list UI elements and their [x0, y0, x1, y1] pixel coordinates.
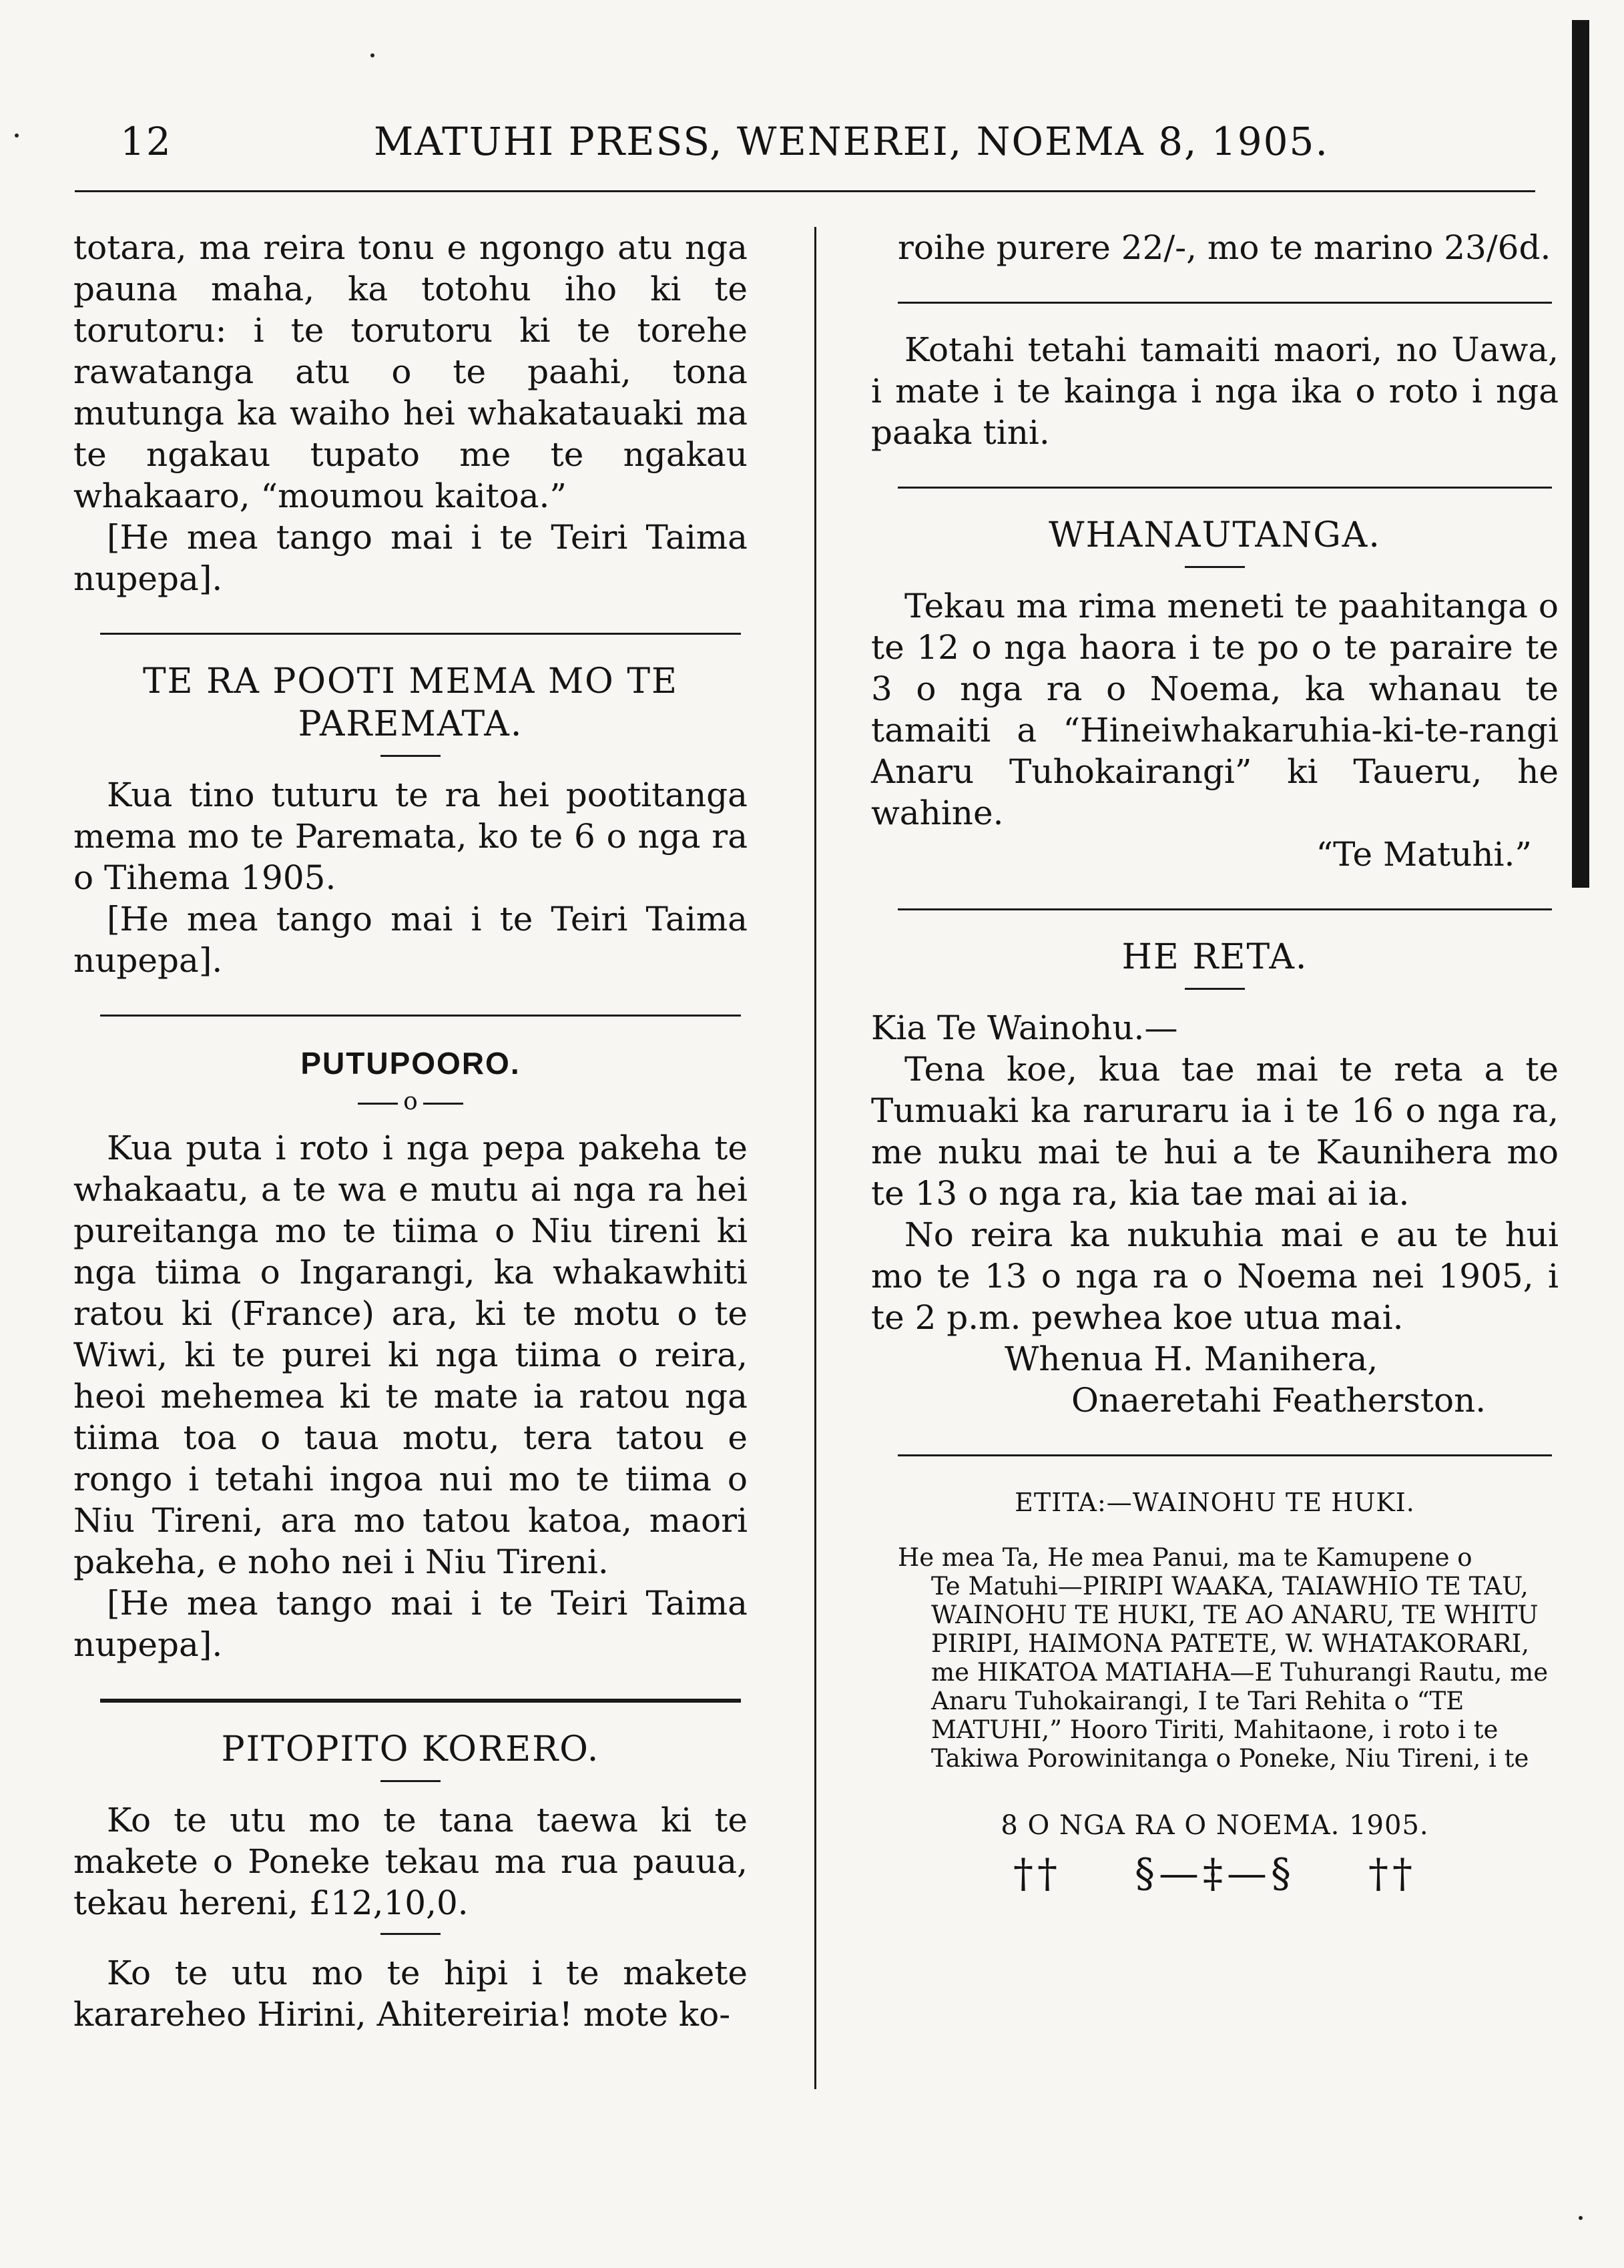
putupooro-heading: PUTUPOORO.	[300, 1046, 521, 1081]
letter-signature-title: Onaeretahi Featherston.	[1071, 1381, 1486, 1420]
paper-speck	[370, 53, 374, 57]
paper-speck	[15, 133, 19, 137]
imprint-dateline: 8 O NGA RA O NOEMA. 1905.	[1001, 1810, 1429, 1841]
dagger-ornament-left: ††	[1013, 1850, 1061, 1897]
masthead-title: MATUHI PRESS, WENEREI, NOEMA 8, 1905.	[374, 119, 1329, 164]
heading-dash	[380, 1780, 441, 1782]
imprint-line-1: He mea Ta, He mea Panui, ma te Kamupene o	[898, 1543, 1472, 1572]
imprint-text	[871, 1543, 1559, 1773]
right-column	[871, 227, 1559, 1897]
page-edge-shadow	[1572, 20, 1589, 888]
imprint-block	[871, 1543, 1559, 1773]
dagger-ornament-right: ††	[1368, 1850, 1416, 1897]
heading-dash	[1185, 988, 1245, 990]
intro-paragraph: totara, ma reira tonu e ngongo atu nga pauna maha, ka totohu iho ki te torutoru: i te torutoru ki te torehe rawatanga atu o te paahi, tona mutunga ka waiho hei whakatauaki ma te ngakau tupato me te ngakau whakaaro, “moumou kaitoa.”	[73, 228, 748, 515]
section-rule	[898, 908, 1552, 910]
paper-speck	[1579, 2216, 1583, 2220]
heading-dash	[1185, 566, 1245, 568]
editor-line: ETITA:—WAINOHU TE HUKI.	[1015, 1488, 1415, 1517]
section-rule	[898, 302, 1552, 304]
pooti-source: [He mea tango mai i te Teiri Taima nupepa].	[73, 900, 748, 980]
letter-salutation: Kia Te Wainohu.—	[871, 1009, 1178, 1047]
page-header	[73, 119, 1542, 172]
whanautanga-heading: WHANAUTANGA.	[1049, 515, 1381, 555]
item-dash	[380, 1933, 441, 1935]
intro-source: [He mea tango mai i te Teiri Taima nupepa].	[73, 518, 748, 598]
section-rule	[898, 487, 1552, 489]
ornament-line	[73, 1089, 748, 1115]
left-column	[73, 227, 748, 2035]
section-rule	[100, 633, 741, 635]
column-divider	[814, 227, 816, 2089]
pitopito-heading: PITOPITO KORERO.	[221, 1729, 600, 1769]
whanautanga-body: Tekau ma rima meneti te paahitanga o te 12 o nga haora i te po o te paraire te 3 o nga ra o Noema, ka whanau te tamaiti a “Hineiwhakaruhia-ki-te-rangi Anaru Tuhokairangi” ki Taueru, he wahine.	[871, 587, 1559, 832]
ornament-glyph: o	[403, 1088, 418, 1115]
page-number: 12	[120, 119, 172, 164]
section-rule-thick	[100, 1699, 741, 1703]
pooti-heading: TE RA POOTI MEMA MO TE PAREMATA.	[143, 661, 678, 744]
kotahi-paragraph: Kotahi tetahi tamaiti maori, no Uawa, i mate i te kainga i nga ika o roto i nga paaka tini.	[871, 330, 1559, 452]
printer-ornaments	[871, 1850, 1559, 1897]
putupooro-body: Kua puta i roto i nga pepa pakeha te whakaatu, a te wa e mutu ai nga ra hei pureitanga mo te tiima o Niu tireni ki nga tiima o Ingarangi, ka whakawhiti ratou ki (France) ara, ki te motu o te Wiwi, ki te purei ki nga tiima o reira, heoi mehemea ki te mate ia ratou nga tiima toa o taua motu, tera tatou e rongo i tetahi ingoa nui mo te tiima o Niu Tireni, ara mo tatou katoa, maori pakeha, e noho nei i Niu Tireni.	[73, 1129, 748, 1581]
pitopito-item-2: Ko te utu mo te hipi i te makete karareheo Hirini, Ahitereiria! mote ko-	[73, 1954, 748, 2034]
continued-text: roihe purere 22/-, mo te marino 23/6d.	[898, 228, 1551, 267]
putupooro-source: [He mea tango mai i te Teiri Taima nupepa].	[73, 1584, 748, 1664]
pitopito-item-1: Ko te utu mo te tana taewa ki te makete o Poneke tekau ma rua pauua, tekau hereni, £12,10,0.	[73, 1801, 748, 1922]
he-reta-heading: HE RETA.	[1121, 937, 1308, 977]
heading-dash	[380, 755, 441, 757]
letter-paragraph-1: Tena koe, kua tae mai te reta a te Tumuaki ka raruraru ia i te 16 o nga ra, me nuku mai te hui a te Kaunihera mo te 13 o nga ra, kia tae mai ai ia.	[871, 1050, 1559, 1213]
section-rule	[898, 1454, 1552, 1456]
section-ornament-center: §—‡—§	[1135, 1850, 1295, 1897]
pooti-body: Kua tino tuturu te ra hei pootitanga mema mo te Paremata, ko te 6 o nga ra o Tihema 1905.	[73, 776, 748, 897]
letter-signature-name: Whenua H. Manihera,	[1005, 1340, 1378, 1378]
header-rule	[75, 190, 1535, 192]
whanautanga-credit: “Te Matuhi.”	[1316, 835, 1532, 874]
letter-paragraph-2: No reira ka nukuhia mai e au te hui mo te 13 o nga ra o Noema nei 1905, i te 2 p.m. pewhea koe utua mai.	[871, 1215, 1559, 1337]
section-rule	[100, 1015, 741, 1017]
imprint-body: Te Matuhi—PIRIPI WAAKA, TAIAWHIO TE TAU, WAINOHU TE HUKI, TE AO ANARU, TE WHITU PIRIPI, HAIMONA PATETE, W. WHATAKORARI, me HIKATOA MATIAHA—E Tuhurangi Rautu, me Anaru Tuhokairangi, I te Tari Rehita o “TE MATUHI,” Hooro Tiriti, Mahitaone, i roto i te Takiwa Porowinitanga o Poneke, Niu Tireni, i te	[931, 1572, 1549, 1773]
